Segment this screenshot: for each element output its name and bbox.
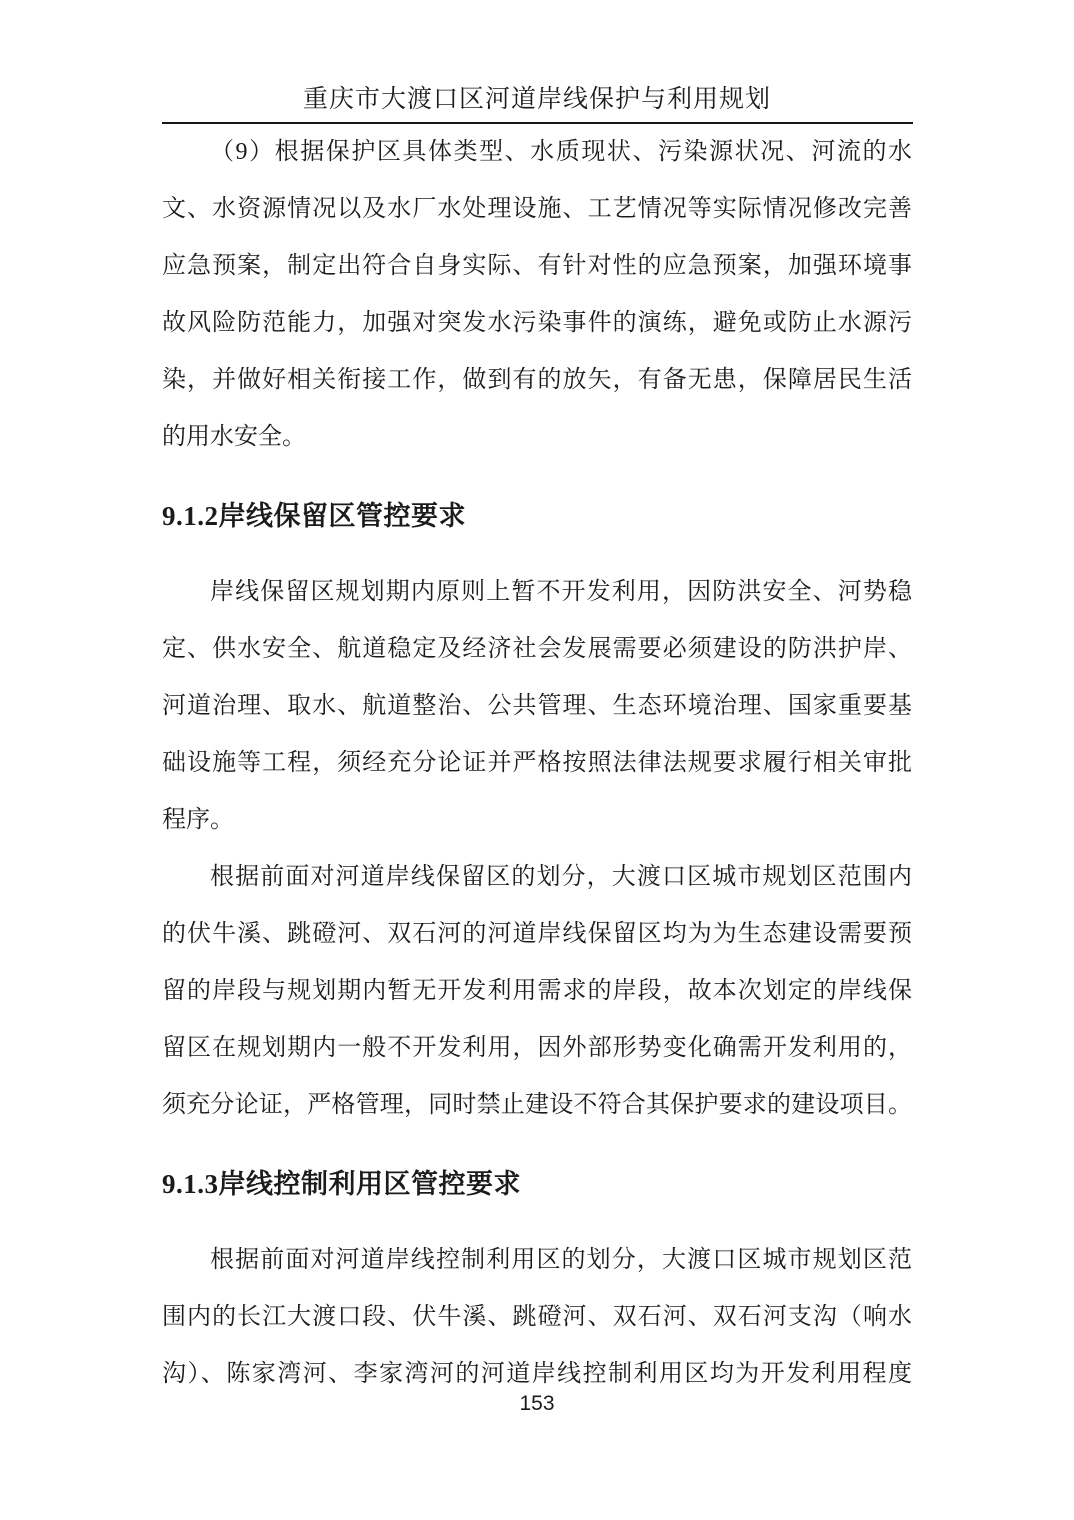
paragraph-line: 故风险防范能力，加强对突发水污染事件的演练，避免或防止水源污 <box>162 310 912 336</box>
paragraph-line: 围内的长江大渡口段、伏牛溪、跳磴河、双石河、双石河支沟（响水 <box>162 1304 912 1330</box>
paragraph-line: 根据前面对河道岸线保留区的划分，大渡口区城市规划区范围内 <box>210 864 912 890</box>
paragraph-line: 留区在规划期内一般不开发利用，因外部形势变化确需开发利用的， <box>162 1035 912 1061</box>
paragraph-line: 应急预案，制定出符合自身实际、有针对性的应急预案，加强环境事 <box>162 253 912 279</box>
running-header-title: 重庆市大渡口区河道岸线保护与利用规划 <box>302 86 771 113</box>
paragraph-line: 的伏牛溪、跳磴河、双石河的河道岸线保留区均为为生态建设需要预 <box>162 921 912 947</box>
section-heading: 9.1.2岸线保留区管控要求 <box>162 501 466 531</box>
paragraph-line: 定、供水安全、航道稳定及经济社会发展需要必须建设的防洪护岸、 <box>162 636 912 662</box>
paragraph-line: （9）根据保护区具体类型、水质现状、污染源状况、河流的水 <box>210 139 912 165</box>
paragraph-line: 的用水安全。 <box>162 424 306 450</box>
paragraph-line: 文、水资源情况以及水厂水处理设施、工艺情况等实际情况修改完善 <box>162 196 912 222</box>
paragraph-line: 根据前面对河道岸线控制利用区的划分，大渡口区城市规划区范 <box>210 1247 912 1273</box>
paragraph-line: 程序。 <box>162 807 234 833</box>
paragraph-line: 岸线保留区规划期内原则上暂不开发利用，因防洪安全、河势稳 <box>210 579 912 605</box>
paragraph-line: 须充分论证，严格管理，同时禁止建设不符合其保护要求的建设项目。 <box>162 1092 912 1118</box>
paragraph-line: 础设施等工程，须经充分论证并严格按照法律法规要求履行相关审批 <box>162 750 912 776</box>
paragraph-line: 河道治理、取水、航道整治、公共管理、生态环境治理、国家重要基 <box>162 693 912 719</box>
section-heading: 9.1.3岸线控制利用区管控要求 <box>162 1169 521 1199</box>
document-body <box>162 124 912 1403</box>
paragraph-line: 染，并做好相关衔接工作，做到有的放矢，有备无患，保障居民生活 <box>162 367 912 393</box>
page-number: 153 <box>519 1392 555 1415</box>
paragraph-line: 留的岸段与规划期内暂无开发利用需求的岸段，故本次划定的岸线保 <box>162 978 912 1004</box>
paragraph-line: 沟）、陈家湾河、李家湾河的河道岸线控制利用区均为开发利用程度 <box>162 1361 912 1387</box>
